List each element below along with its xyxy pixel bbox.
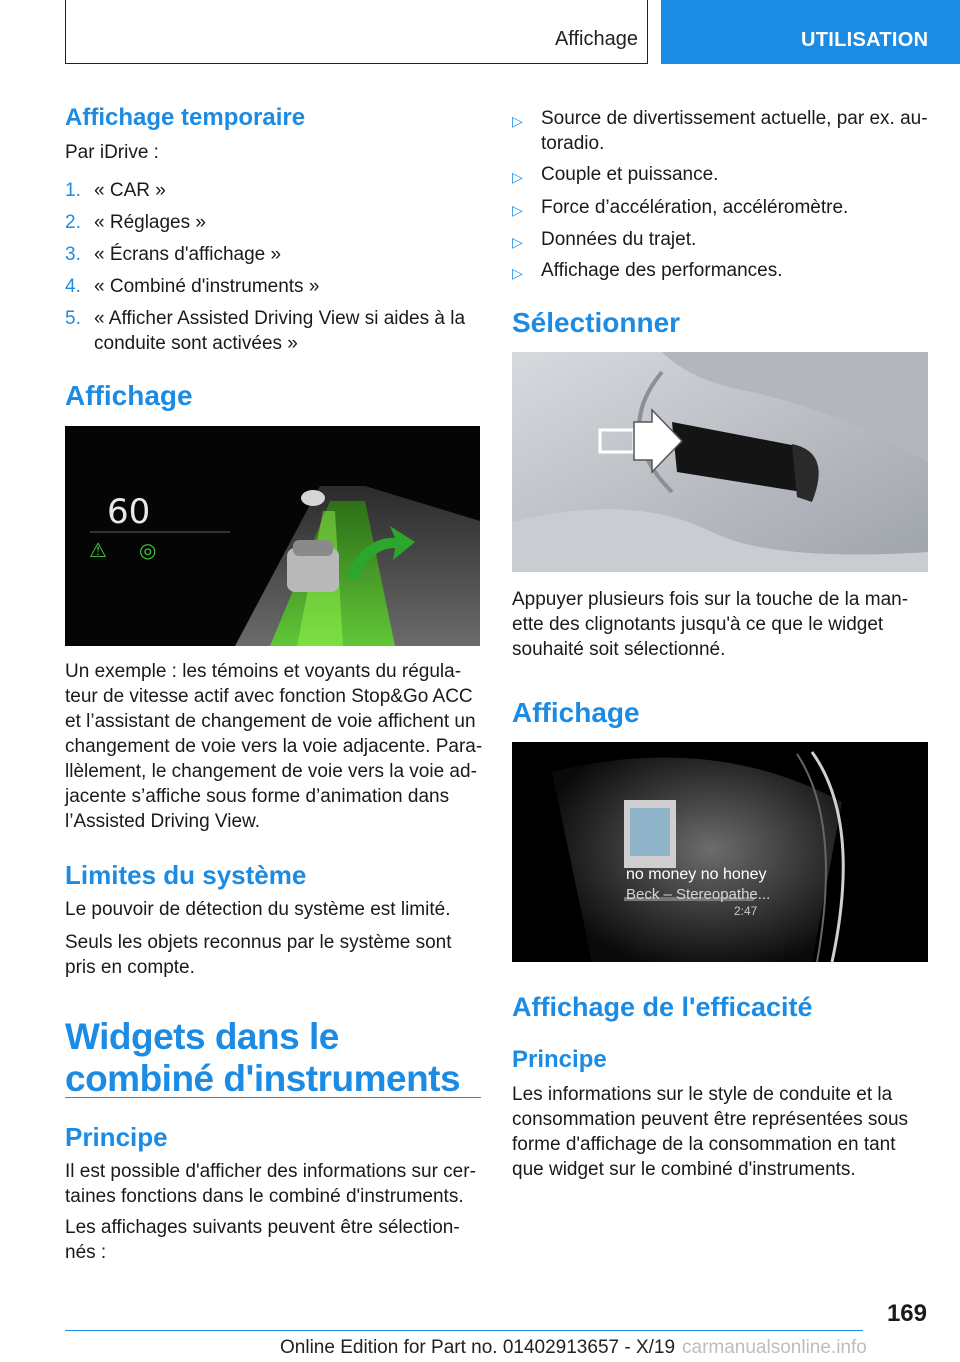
heading-principe: Principe [65,1122,168,1152]
heading-affichage-right: Affichage [512,697,640,728]
step-number: 2. [65,212,81,233]
heading-affichage: Affichage [65,380,193,411]
page-number: 169 [886,1300,927,1327]
triangle-bullet-icon: ▷ [512,169,523,185]
bullet-text: Couple et puissance. [541,164,719,185]
heading-principe-right: Principe [512,1046,607,1073]
song-title: no money no honey [626,866,767,883]
heading-affichage-temporaire: Affichage temporaire [65,104,306,131]
watermark: carmanualsonline.info [682,1337,867,1358]
bullet-text: Force d’accélération, accéléromètre. [541,197,849,218]
paragraph-par-idrive: Par iDrive : [65,142,159,163]
step-text: « Combiné d'instruments » [94,276,320,297]
triangle-bullet-icon: ▷ [512,234,523,250]
heading-selectionner: Sélectionner [512,307,681,338]
assisted-driving-view-image [65,426,480,646]
paragraph-exemple: Un exemple : les témoins et voyants du régula-teur de vitesse actif avec fonction Stop&Go ACC et l’assistant de changement de voie affichent un changement de voie vers la voie adjacente. Para-llèlement, le changement de voie vers la voie ad-jacente s’affiche sous forme d’animation dans l’Assisted Driving View. [65,661,483,832]
paragraph-principe-1: Il est possible d'afficher des informations sur cer-taines fonctions dans le combiné d'instruments. [65,1161,476,1207]
triangle-bullet-icon: ▷ [512,113,523,129]
bullet-text: Affichage des performances. [541,260,783,281]
turn-signal-lever-image [512,352,928,572]
bullet-text: Source de divertissement actuelle, par ex. au-toradio. [541,108,928,154]
footer-rule [65,1330,863,1331]
steering-assist-icon: ◎ [139,540,157,562]
footer-edition: Online Edition for Part no. 01402913657 - X/19 [280,1337,676,1358]
step-text: « Réglages » [94,212,206,233]
paragraph-appuyer: Appuyer plusieurs fois sur la touche de la man-ette des clignotants jusqu'à ce que le widget souhaité soit sélectionné. [512,589,909,660]
entertainment-widget-image [512,742,928,962]
triangle-bullet-icon: ▷ [512,202,523,218]
heading-efficacite: Affichage de l'efficacité [512,992,813,1022]
paragraph-limites-1: Le pouvoir de détection du système est limité. [65,899,451,920]
speed-readout: 60 [107,492,151,532]
step-number: 5. [65,308,81,329]
header-chapter-tab: UTILISATION [661,0,960,64]
paragraph-principe-2: Les affichages suivants peuvent être sélection-nés : [65,1217,460,1263]
step-number: 4. [65,276,81,297]
bullet-text: Données du trajet. [541,229,697,250]
triangle-bullet-icon: ▷ [512,265,523,281]
paragraph-efficacite: Les informations sur le style de conduite et la consommation peuvent être représentées sous forme d'affichage de la consommation en tant que widget sur le combiné d'instruments. [512,1084,909,1180]
step-number: 3. [65,244,81,265]
heading-widgets: Widgets dans le combiné d'instruments [65,1016,461,1099]
step-text: « CAR » [94,180,166,201]
acc-icon: ⚠ [89,540,107,562]
step-number: 1. [65,180,81,201]
section-rule [65,1097,481,1098]
header-section-title: Affichage [554,28,638,50]
step-text: « Écrans d'affichage » [94,244,282,265]
paragraph-limites-2: Seuls les objets reconnus par le système sont pris en compte. [65,932,452,978]
song-time: 2:47 [734,904,758,918]
heading-limites: Limites du système [65,860,307,890]
song-artist: Beck – Stereopathe... [626,886,771,903]
step-text: « Afficher Assisted Driving View si aides à la conduite sont activées » [94,308,466,354]
